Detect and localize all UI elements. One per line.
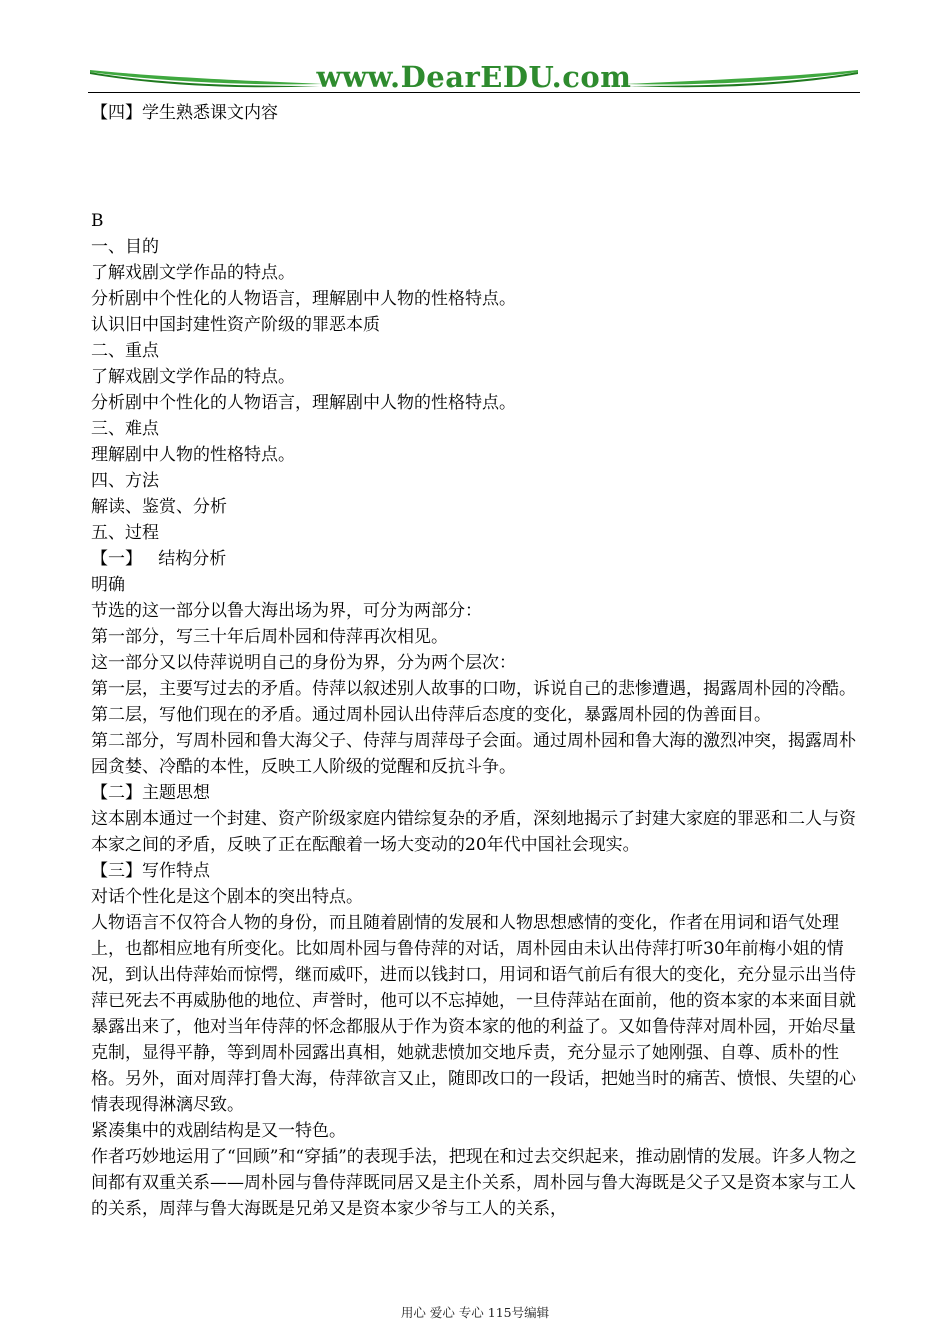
paragraph-line: 分析剧中个性化的人物语言，理解剧中人物的性格特点。 [91, 393, 516, 413]
paragraph-line: 了解戏剧文学作品的特点。 [91, 263, 295, 283]
blank-gap [91, 126, 863, 208]
site-logo-text: www.DearEDU.com [316, 60, 632, 94]
paragraph-line: 人物语言不仅符合人物的身份，而且随着剧情的发展和人物思想感情的变化，作者在用词和语气处理上，也都相应地有所变化。比如周朴园与鲁侍萍的对话，周朴园由未认出侍萍打听30年前梅小姐的情况，到认出侍萍始而惊愕，继而威吓，进而以钱封口，用词和语气前后有很大的变化，充分显示出当侍萍已死去不再威胁他的地位、声誉时，他可以不忘掉她，一旦侍萍站在面前，他的资本家的本来面目就暴露出来了，他对当年侍萍的怀念都服从于作为资本家的他的利益了。又如鲁侍萍对周朴园，开始尽量克制，显得平静，等到周朴园露出真相，她就悲愤加交地斥责，充分显示了她刚强、自尊、质朴的性格。另外，面对周萍打鲁大海，侍萍欲言又止，随即改口的一段话，把她当时的痛苦、愤恨、失望的心情表现得淋漓尽致。 [91, 913, 856, 1115]
paragraph-line: 分析剧中个性化的人物语言，理解剧中人物的性格特点。 [91, 289, 516, 309]
paragraph-line: 明确 [91, 575, 125, 595]
paragraph-line: 理解剧中人物的性格特点。 [91, 445, 295, 465]
paragraph-line: 解读、鉴赏、分析 [91, 497, 227, 517]
paragraph-line: 一、目的 [91, 237, 159, 257]
document-body [91, 100, 863, 1222]
paragraph-line: 五、过程 [91, 523, 159, 543]
paragraph-line: 三、难点 [91, 419, 159, 439]
paragraph-line: 【三】写作特点 [91, 861, 210, 881]
paragraph-line: B [91, 211, 104, 231]
paragraph-line: 作者巧妙地运用了“回顾”和“穿插”的表现手法，把现在和过去交织起来，推动剧情的发展。许多人物之间都有双重关系——周朴园与鲁侍萍既同居又是主仆关系，周朴园与鲁大海既是父子又是资本家与工人的关系，周萍与鲁大海既是兄弟又是资本家少爷与工人的关系， [91, 1147, 857, 1219]
paragraph-line: 【二】主题思想 [91, 783, 210, 803]
paragraph-line: 紧凑集中的戏剧结构是又一特色。 [91, 1121, 346, 1141]
paragraph-line: 这一部分又以侍萍说明自己的身份为界，分为两个层次： [91, 653, 516, 673]
paragraph-list [91, 208, 863, 1222]
paragraph-line: 第一部分，写三十年后周朴园和侍萍再次相见。 [91, 627, 448, 647]
paragraph-line: 节选的这一部分以鲁大海出场为界，可分为两部分： [91, 601, 482, 621]
paragraph-line: 二、重点 [91, 341, 159, 361]
page-footer: 用心 爱心 专心 115号编辑 [400, 1305, 550, 1320]
paragraph-line: 对话个性化是这个剧本的突出特点。 [91, 887, 363, 907]
paragraph-line: 这本剧本通过一个封建、资产阶级家庭内错综复杂的矛盾，深刻地揭示了封建大家庭的罪恶和二人与资本家之间的矛盾，反映了正在酝酿着一场大变动的20年代中国社会现实。 [91, 809, 856, 855]
intro-line: 【四】学生熟悉课文内容 [91, 103, 278, 123]
paragraph-line: 认识旧中国封建性资产阶级的罪恶本质 [91, 315, 380, 335]
paragraph-line: 第二层，写他们现在的矛盾。通过周朴园认出侍萍后态度的变化，暴露周朴园的伪善面目。 [91, 705, 771, 725]
paragraph-line: 四、方法 [91, 471, 159, 491]
paragraph-line: 【一】 结构分析 [91, 549, 227, 569]
paragraph-line: 第二部分，写周朴园和鲁大海父子、侍萍与周萍母子会面。通过周朴园和鲁大海的激烈冲突，揭露周朴园贪婪、冷酷的本性，反映工人阶级的觉醒和反抗斗争。 [91, 731, 856, 777]
paragraph-line: 第一层，主要写过去的矛盾。侍萍以叙述别人故事的口吻，诉说自己的悲惨遭遇，揭露周朴园的冷酷。 [91, 679, 856, 699]
paragraph-line: 了解戏剧文学作品的特点。 [91, 367, 295, 387]
header-rule [88, 92, 860, 93]
